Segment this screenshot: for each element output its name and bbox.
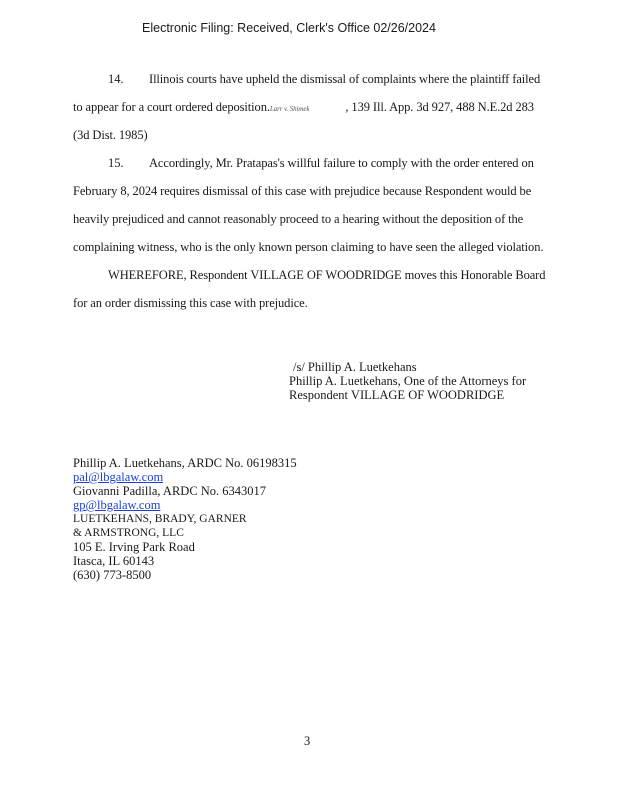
paragraph-15-line-2: February 8, 2024 requires dismissal of this case with prejudice because Respondent would be — [73, 184, 532, 198]
firm-name-line-1: LUETKEHANS, BRADY, GARNER — [73, 513, 247, 525]
signature-party: Respondent VILLAGE OF WOODRIDGE — [289, 388, 505, 402]
paragraph-14-line-1: Illinois courts have upheld the dismissal of complaints where the plaintiff failed — [149, 72, 541, 86]
firm-name-line-2: & ARMSTRONG, LLC — [73, 527, 184, 539]
signature-name: Phillip A. Luetkehans, One of the Attorneys for — [289, 374, 527, 388]
paragraph-15-line-3: heavily prejudiced and cannot reasonably proceed to a hearing without the deposition of the — [73, 212, 524, 226]
firm-phone: (630) 773-8500 — [73, 568, 152, 582]
paragraph-14-line-2-text: to appear for a court ordered deposition. — [73, 100, 270, 114]
attorney-block — [73, 456, 297, 582]
wherefore-line-2: for an order dismissing this case with prejudice. — [73, 296, 308, 310]
paragraph-14-line-3: (3d Dist. 1985) — [73, 128, 148, 142]
page-number: 3 — [304, 734, 311, 748]
filing-stamp: Electronic Filing: Received, Clerk's Office 02/26/2024 — [142, 21, 436, 35]
paragraph-14-number: 14. — [108, 72, 124, 86]
attorney-1: Phillip A. Luetkehans, ARDC No. 06198315 — [73, 456, 297, 470]
paragraph-14-line-2 — [73, 100, 534, 115]
email-link-2[interactable]: gp@lbgalaw.com — [73, 498, 161, 512]
firm-street: 105 E. Irving Park Road — [73, 540, 195, 554]
paragraph-15-number: 15. — [108, 156, 124, 170]
email-link-1[interactable]: pal@lbgalaw.com — [73, 470, 164, 484]
paragraph-15-line-1: Accordingly, Mr. Pratapas's willful failure to comply with the order entered on — [149, 156, 534, 170]
attorney-2: Giovanni Padilla, ARDC No. 6343017 — [73, 484, 267, 498]
firm-city: Itasca, IL 60143 — [73, 554, 155, 568]
signature-line: /s/ Phillip A. Luetkehans — [293, 360, 417, 374]
wherefore-line-1: WHEREFORE, Respondent VILLAGE OF WOODRIDGE moves this Honorable Board — [108, 268, 546, 282]
paragraph-14-citation-reporter: , 139 Ill. App. 3d 927, 488 N.E.2d 283 — [345, 100, 534, 114]
paragraph-15-line-4: complaining witness, who is the only known person claiming to have seen the alleged violation. — [73, 240, 544, 254]
case-citation: Larr v. Shimek — [269, 105, 310, 113]
